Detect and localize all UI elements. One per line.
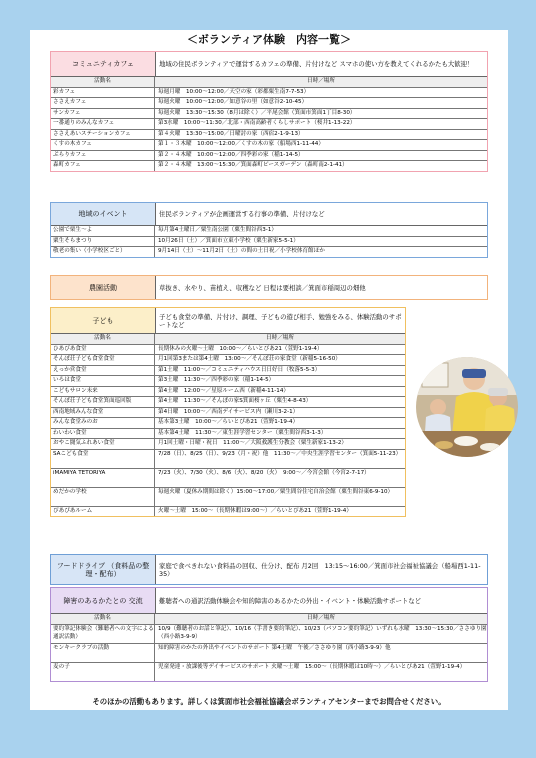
category-label: 障害のあるかたとの 交流 — [51, 588, 156, 613]
category-label: フードドライブ （食料品の整理・配布） — [51, 555, 156, 584]
activity-schedule: 毎週月曜 10:00～12:00／天空の家（彩都粟生南7-7-53） — [158, 88, 310, 95]
section-children — [50, 307, 406, 517]
table-row — [51, 247, 487, 257]
activity-schedule: 基本第3土曜 10:00～／らいとぴあ21（萱野1-19-4） — [158, 419, 299, 425]
section-farm-activity — [50, 275, 488, 300]
table-row — [51, 237, 487, 248]
table-row — [51, 109, 487, 120]
table-row — [51, 387, 405, 398]
table-row — [51, 663, 487, 681]
activity-schedule: 毎週火曜（夏休み期間は除く）15:00～17:00／粟生間谷住宅自治会館（粟生間谷東6-9-10） — [158, 488, 394, 495]
table-header-row — [51, 614, 487, 625]
table-row — [51, 140, 487, 151]
activity-name: モンキークラブの活動 — [51, 644, 155, 662]
category-description: 家庭で食べきれない食料品の回収、仕分け、配布 月2回 13:15～16:00／箕面市社会福祉協議会（船場西1-11-35） — [159, 561, 481, 578]
table-row — [51, 88, 487, 99]
activity-name: おやこ闘気ふれあい食堂 — [51, 439, 155, 449]
activity-schedule: 第２・４木曜 10:00～12:00／四季彩の家（稲1-14-5） — [158, 151, 304, 158]
activity-name: 粟生そらまつり — [51, 237, 155, 247]
activity-schedule: 10/9（難聴者のお話と筆記）、10/16（手書き要約筆記）、10/23（パソコン要約筆記）いずれも水曜 13:30～15:30／ささゆり園（西小路3-9-9） — [158, 625, 487, 640]
table-row — [51, 418, 405, 429]
footer-note: そのほかの活動もあります。詳しくは箕面市社会福祉協議会ボランティアセンターまでお問合せください。 — [92, 697, 446, 706]
column-header-when: 日時／場所 — [307, 78, 335, 84]
activity-schedule: 月1回第3または第4土曜 13:00～／そんぽ荘の家食堂（新稲5-16-50） — [158, 356, 341, 362]
table-row — [51, 439, 405, 450]
table-row — [51, 408, 405, 419]
column-header-activity: 活動名 — [51, 77, 155, 87]
activity-schedule: 10月26日（土）／箕面市立東小学校（粟生新家5-5-1） — [158, 237, 299, 244]
category-label: 地域のイベント — [51, 203, 156, 225]
column-header-when: 日時／場所 — [307, 615, 335, 621]
table-header-row — [51, 334, 405, 345]
table-row — [51, 397, 405, 408]
activity-name: くすの木カフェ — [51, 140, 155, 150]
activity-schedule: 第4土曜 11:30～／そんぽの家S箕面桜ヶ丘（粟生4-8-43） — [158, 398, 312, 404]
activity-schedule: 第４火曜 13:30～15:00／日曜討の家（西宿2-1-9-13） — [158, 130, 304, 137]
activity-name: 要約筆記体験会（難聴者への文字による通訳活動） — [51, 625, 155, 643]
activity-name: iMAMIYA TETORIYA — [51, 469, 155, 487]
activity-name: こどもサロン未来 — [51, 387, 155, 397]
table-row — [51, 507, 405, 517]
activity-schedule: 基本第4土曜 11:30～／東生涯学習センター（粟生間谷西3-1-3） — [158, 429, 327, 436]
activity-name: ひあびあ食堂 — [51, 345, 155, 355]
activity-schedule: 毎週火曜 10:00～12:00／如意谷の里（如意谷2-10-45） — [158, 99, 308, 105]
activity-name: みんな食堂みのお — [51, 418, 155, 428]
activity-schedule: 第１・３木曜 10:00～12:00／くすの木の家（船場西1-11-44） — [158, 141, 324, 147]
activity-schedule: 第1土曜 11:00～／コミュニティハウス日日好日（牧落5-5-3） — [158, 366, 321, 373]
table-row — [51, 429, 405, 440]
table-row — [51, 488, 405, 507]
table-row — [51, 450, 405, 469]
section-food-drive — [50, 554, 488, 585]
category-description: 子ども食堂の準備、片付け、調理、子どもの遊び相手、勉強をみる、体験活動のサポートなど — [159, 312, 402, 329]
table-row — [51, 226, 487, 237]
category-description: 難聴者への通訳活動体験会や知的障害のあるかたの外出・イベント・体験活動サポートなど — [159, 596, 422, 605]
activity-name: 彩カフェ — [51, 88, 155, 98]
activity-schedule: 火曜～土曜 15:00～（長期休暇は9:00～）／らいとぴあ21（萱野1-19-4） — [158, 507, 352, 514]
activity-schedule: 第3土曜 11:30～／四季彩の家（稲1-14-5） — [158, 377, 275, 383]
activity-name: サンカフェ — [51, 109, 155, 119]
activity-schedule: 第4土曜 12:00～／星原ルーム西（新稲4-11-14） — [158, 387, 290, 394]
section-local-events — [50, 202, 488, 258]
activity-name: ぴあぴあルーム — [51, 507, 155, 517]
flyer-sheet — [30, 30, 508, 710]
page-title: ＜ボランティア体験 内容一覧＞ — [186, 33, 352, 46]
activity-name: 西南地域みんな食堂 — [51, 408, 155, 418]
category-label: コミュニティカフェ — [51, 52, 156, 76]
activity-schedule: 長期休みの火曜～土曜 10:00～／らいとぴあ21（萱野1-19-4） — [158, 345, 323, 352]
table-row — [51, 376, 405, 387]
table-row — [51, 366, 405, 377]
table-row — [51, 644, 487, 663]
section-community-cafe — [50, 51, 488, 172]
activity-schedule: 知的障害のかたの外出やイベントのサポート 第4土曜 午後／ささゆり園（西小路3-9-9）他 — [158, 644, 391, 651]
table-row — [51, 130, 487, 141]
activity-name: ささえあいステーションカフェ — [51, 130, 155, 140]
activity-schedule: 月1回土曜・日曜・祝日 11:00～／大阪救護生分教会（粟生新家1-13-2） — [158, 440, 347, 446]
category-description: 住民ボランティアが企画運営する行事の準備、片付けなど — [159, 210, 325, 218]
table-row — [51, 151, 487, 162]
activity-name: めだかの学校 — [51, 488, 155, 506]
section-disability-exchange — [50, 587, 488, 682]
activity-name: いろは食堂 — [51, 376, 155, 386]
column-header-activity: 活動名 — [51, 614, 155, 624]
activity-name: わいわい食堂 — [51, 429, 155, 439]
activity-schedule: 7/28（日）、8/25（日）、9/23（月・祝）他 11:30～／中央生涯学習センター（箕面5-11-23） — [158, 450, 402, 457]
children-cafeteria-photo — [416, 357, 518, 457]
table-row — [51, 355, 405, 366]
activity-name: ぷらりカフェ — [51, 151, 155, 161]
activity-schedule: 9月14日（土）～11月2日（土）の間の土日祝／小学校体育館ほか — [158, 248, 325, 254]
activity-name: 森町カフェ — [51, 161, 155, 171]
category-description: 地域の住民ボランティアで運営するカフェの準備、片付けなど スマホの使い方を教えてくれるかたも大歓迎！ — [159, 60, 474, 68]
column-header-when: 日時／場所 — [266, 335, 294, 341]
column-header-activity: 活動名 — [51, 334, 155, 344]
table-row — [51, 98, 487, 109]
activity-name: 麦の子 — [51, 663, 155, 681]
activity-name: えっか営食堂 — [51, 366, 155, 376]
activity-schedule: 毎月第4土曜日／粟生南公園（粟生間谷西3-1） — [158, 227, 277, 233]
activity-name: ささえカフェ — [51, 98, 155, 108]
activity-schedule: 第4日曜 10:00～／西南デイサービス内（瀬川3-2-1） — [158, 408, 299, 415]
table-row — [51, 119, 487, 130]
table-row — [51, 469, 405, 488]
activity-schedule: 児童発達・放課後等デイサービスのサポート 火曜～土曜 15:00～（長期休暇は10時～）／らいとぴあ21（萱野1-19-4） — [158, 663, 466, 670]
activity-name: 一番通りのみんなカフェ — [51, 119, 155, 129]
activity-schedule: 第２・４木曜 13:00～15:30／箕面森町ピースガーデン（森町南2-1-41） — [158, 162, 348, 168]
table-row — [51, 161, 487, 171]
activity-name: 敬老の集い（小学校区ごと） — [51, 247, 155, 257]
activity-schedule: 毎週火曜 13:30～15:30（8月は除く）／平尾会館（箕面市箕面1丁目8-30） — [158, 109, 356, 116]
activity-schedule: 7/23（火）、7/30（火）、8/6（火）、8/20（火） 9:00～／今宮会館（今宮2-7-17） — [158, 469, 370, 476]
table-row — [51, 345, 405, 356]
table-row — [51, 625, 487, 644]
activity-name: 公園で栗生～よ — [51, 226, 155, 236]
activity-schedule: 第3水曜 10:00～11:30／北部・西南高齢者くらしサポート（桜井1-13-22） — [158, 120, 356, 126]
category-description: 草抜き、水やり、苗植え、収穫など 日程は要相談／箕面市稲周辺の畑他 — [159, 283, 366, 292]
activity-name: そんぽ荘子ども食堂食堂 — [51, 355, 155, 365]
category-label: 農園活動 — [51, 276, 156, 299]
activity-name: そんぽ荘子ども食堂箕面巡回版 — [51, 397, 155, 407]
activity-name: SAこども食堂 — [51, 450, 155, 468]
category-label: 子ども — [51, 308, 156, 333]
table-header-row — [51, 77, 487, 88]
